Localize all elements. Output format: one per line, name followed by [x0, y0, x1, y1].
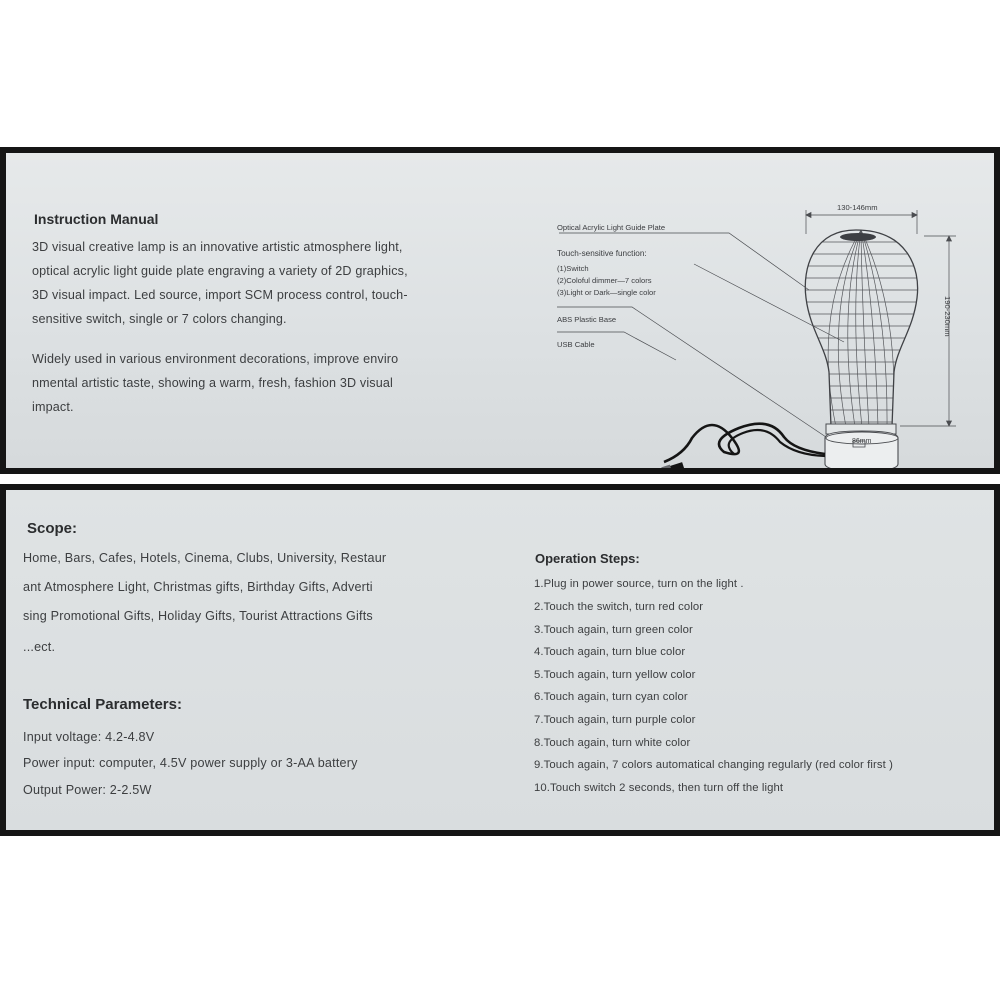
- scope-line: ant Atmosphere Light, Christmas gifts, Birthday Gifts, Adverti: [23, 580, 373, 594]
- technical-parameter: Input voltage: 4.2-4.8V: [23, 730, 155, 744]
- usb-plug-icon: [669, 462, 685, 468]
- abs-base-label: ABS Plastic Base: [557, 315, 617, 324]
- width-dimension-label: 130-146mm: [837, 203, 878, 212]
- scope-line: sing Promotional Gifts, Holiday Gifts, Tourist Attractions Gifts: [23, 609, 373, 623]
- operation-step: 10.Touch switch 2 seconds, then turn off the light: [534, 782, 784, 794]
- lamp-diagram: [544, 202, 974, 468]
- technical-parameters-title: Technical Parameters:: [23, 696, 182, 713]
- operation-step: 2.Touch the switch, turn red color: [534, 601, 704, 613]
- scope-line: Home, Bars, Cafes, Hotels, Cinema, Clubs, University, Restaur: [23, 551, 387, 565]
- touch-function-title: Touch-sensitive function:: [557, 249, 647, 258]
- technical-parameter: Output Power: 2-2.5W: [23, 783, 152, 797]
- touch-function-item: (1)Switch: [557, 264, 589, 273]
- instruction-manual-title: Instruction Manual: [34, 211, 159, 227]
- specifications-panel: [0, 484, 1000, 836]
- operation-steps-title: Operation Steps:: [535, 551, 640, 566]
- manual-line: optical acrylic light guide plate engraving a variety of 2D graphics,: [32, 264, 408, 278]
- abs-base: [825, 431, 898, 468]
- technical-parameter: Power input: computer, 4.5V power supply or 3-AA battery: [23, 756, 358, 770]
- manual-line: impact.: [32, 400, 74, 414]
- operation-step: 9.Touch again, 7 colors automatical changing regularly (red color first ): [534, 759, 893, 771]
- operation-step: 4.Touch again, turn blue color: [534, 646, 686, 658]
- height-dimension-label: 190-230mm: [943, 296, 952, 337]
- scope-title: Scope:: [27, 520, 78, 537]
- manual-line: 3D visual impact. Led source, import SCM process control, touch-: [32, 288, 408, 302]
- instruction-panel-sheet: [6, 153, 994, 468]
- operation-step: 3.Touch again, turn green color: [534, 624, 693, 636]
- manual-line: 3D visual creative lamp is an innovative artistic atmosphere light,: [32, 240, 403, 254]
- specifications-panel-sheet: [6, 490, 994, 830]
- touch-function-item: (2)Coloful dimmer—7 colors: [557, 276, 652, 285]
- light-guide-plate-label: Optical Acrylic Light Guide Plate: [557, 223, 666, 232]
- operation-step: 1.Plug in power source, turn on the light .: [534, 578, 744, 590]
- usb-cable: [664, 424, 825, 462]
- usb-cable-label: USB Cable: [557, 340, 595, 349]
- bulb-top-cap: [840, 233, 876, 241]
- manual-line: Widely used in various environment decorations, improve enviro: [32, 352, 399, 366]
- instruction-panel: [0, 147, 1000, 474]
- operation-step: 8.Touch again, turn white color: [534, 737, 691, 749]
- scope-line: ...ect.: [23, 640, 56, 654]
- touch-function-item: (3)Light or Dark—single color: [557, 288, 656, 297]
- operation-step: 7.Touch again, turn purple color: [534, 714, 696, 726]
- operation-step: 6.Touch again, turn cyan color: [534, 691, 688, 703]
- manual-line: nmental artistic taste, showing a warm, fresh, fashion 3D visual: [32, 376, 393, 390]
- manual-line: sensitive switch, single or 7 colors changing.: [32, 312, 287, 326]
- base-dimension-label: 86mm: [852, 438, 872, 445]
- operation-step: 5.Touch again, turn yellow color: [534, 669, 696, 681]
- lamp-illustration: [544, 202, 974, 468]
